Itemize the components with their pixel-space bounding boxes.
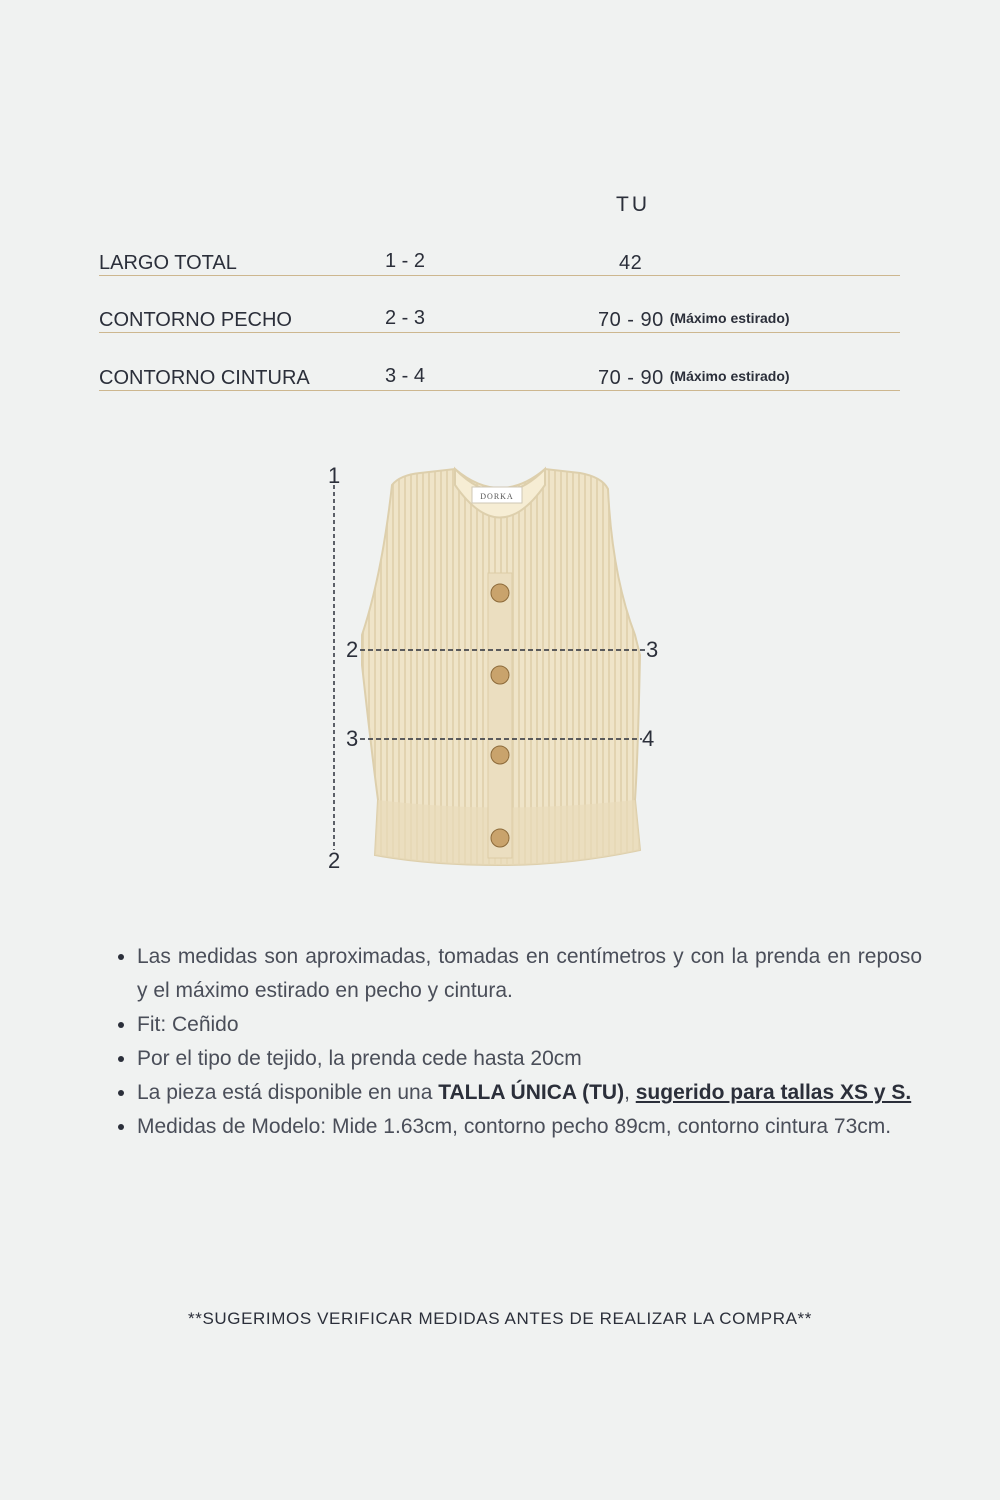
point-2: 2 (346, 637, 359, 662)
measure-label: CONTORNO CINTURA (99, 367, 310, 389)
brand-tag-text: DORKA (480, 492, 514, 501)
point-4: 4 (642, 726, 655, 751)
button-icon (491, 666, 509, 684)
measure-value (598, 306, 790, 332)
measure-points: 2 - 3 (385, 307, 426, 329)
footer-warning: **SUGERIMOS VERIFICAR MEDIDAS ANTES DE REALIZAR LA COMPRA** (188, 1309, 812, 1328)
measure-note: (Máximo estirado) (669, 368, 790, 384)
button-icon (491, 584, 509, 602)
note-text: Las medidas son aproximadas, tomadas en centímetros y con la prenda en reposo y el máximo estirado en pecho y cintura. (137, 945, 922, 1002)
point-2: 2 (328, 848, 341, 873)
size-header: TU (616, 193, 650, 216)
measure-note: (Máximo estirado) (669, 310, 790, 326)
notes-list (115, 940, 922, 1144)
note-text: Por el tipo de tejido, la prenda cede hasta 20cm (137, 1047, 582, 1070)
measure-points: 1 - 2 (385, 250, 426, 272)
note-text: Medidas de Modelo: Mide 1.63cm, contorno pecho 89cm, contorno cintura 73cm. (137, 1115, 892, 1138)
note-text: Fit: Ceñido (137, 1013, 239, 1036)
measure-value: 42 (619, 252, 643, 274)
table-row (99, 360, 900, 391)
point-3: 3 (646, 637, 659, 662)
measure-label: LARGO TOTAL (99, 252, 237, 274)
measure-range: 70 - 90 (598, 367, 664, 389)
list-item (137, 940, 922, 1008)
note-text: La pieza está disponible en una (137, 1081, 439, 1104)
measure-value (598, 364, 790, 390)
list-item (137, 1110, 922, 1144)
measure-label: CONTORNO PECHO (99, 309, 292, 331)
point-3: 3 (346, 726, 359, 751)
size-suggestion: sugerido para tallas XS y S. (635, 1081, 912, 1104)
garment-figure (320, 455, 680, 885)
size-highlight: TALLA ÚNICA (TU) (438, 1081, 625, 1104)
table-row (99, 302, 900, 333)
list-item (137, 1008, 922, 1042)
button-icon (491, 746, 509, 764)
measure-range: 70 - 90 (598, 309, 664, 331)
button-icon (491, 829, 509, 847)
note-separator: , (624, 1081, 636, 1104)
list-item (137, 1076, 922, 1110)
point-1: 1 (328, 463, 341, 488)
list-item (137, 1042, 922, 1076)
measure-points: 3 - 4 (385, 365, 426, 387)
vest-illustration (320, 455, 680, 885)
table-row (99, 245, 900, 276)
